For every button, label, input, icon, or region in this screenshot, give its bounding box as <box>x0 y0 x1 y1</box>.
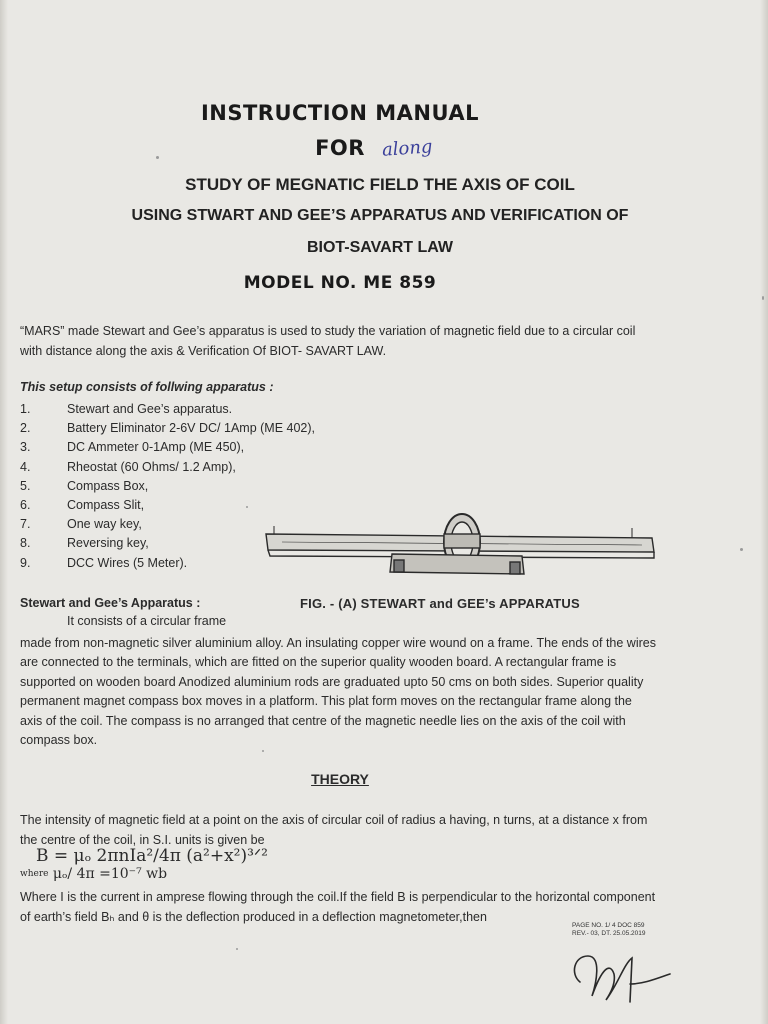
theory-continuation <box>20 888 660 927</box>
biot-savart-formula: B = μₒ 2πnIa²/4π (a²+x²)³ᐟ² <box>36 846 268 866</box>
subtitle-line-1: STUDY OF MEGNATIC FIELD THE AXIS OF COIL <box>185 175 575 194</box>
list-item-number: 9. <box>20 555 31 570</box>
intro-line-2: with distance along the axis & Verification Of BIOT- SAVART LAW. <box>20 343 387 358</box>
subtitle-line-3: BIOT-SAVART LAW <box>306 239 454 256</box>
theory-line-3: Where I is the current in amprese flowing through the coil.If the field B is perpendicular to the horizontal component <box>20 890 656 904</box>
stewart-line-4: permanent magnet compass box moves in a platform. This plat form moves on the rectangular frame along the <box>20 694 632 709</box>
list-item-text: Stewart and Gee’s apparatus. <box>67 402 233 416</box>
list-item <box>20 458 315 477</box>
list-item-text: Compass Slit, <box>67 498 145 513</box>
list-item-number: 8. <box>20 536 31 551</box>
scan-speck <box>762 296 764 300</box>
model-number: MODEL NO. ME 859 <box>243 273 437 293</box>
handwritten-signature <box>566 944 676 1014</box>
handwritten-annotation: along <box>381 136 434 161</box>
list-item-number: 7. <box>20 517 31 532</box>
document-reference <box>572 922 645 938</box>
theory-line-2: the centre of the coil, in S.I. units is given be <box>20 832 265 847</box>
stewart-line-2: are connected to the terminals, which are fitted on the superior quality wooden board. A rectangular frame is <box>20 655 617 670</box>
list-item <box>20 477 315 496</box>
intro-paragraph <box>20 322 670 361</box>
stewart-line-6: compass box. <box>20 733 98 748</box>
figure-caption: FIG. - (A) STEWART and GEE’s APPARATUS <box>300 596 580 611</box>
list-item-text: One way key, <box>67 517 142 532</box>
list-item-text: Reversing key, <box>67 536 149 551</box>
list-item-number: 4. <box>20 459 31 474</box>
stewart-line-1: made from non-magnetic silver aluminium alloy. An insulating copper wire wound on a frame. The ends of the wires <box>20 636 656 650</box>
list-item <box>20 419 315 438</box>
list-item <box>20 400 315 419</box>
stewart-first-line: It consists of a circular frame <box>67 614 227 628</box>
stewart-heading: Stewart and Gee’s Apparatus : <box>20 596 201 610</box>
list-item-number: 3. <box>20 440 31 455</box>
revision-date: REV.- 03, DT. 25.05.2019 <box>572 930 646 937</box>
list-item-text: Compass Box, <box>67 478 149 493</box>
scan-speck <box>740 548 743 551</box>
stewart-line-3: supported on wooden board Anodized aluminium rods are graduated upto 50 cms on both sides. Superior quality <box>20 674 644 689</box>
list-item-text: DCC Wires (5 Meter). <box>67 555 188 570</box>
theory-line-1: The intensity of magnetic field at a point on the axis of circular coil of radius a having, n turns, at a distance x from <box>20 813 648 827</box>
theory-intro <box>20 811 660 850</box>
list-item-number: 2. <box>20 421 31 436</box>
list-item-text: DC Ammeter 0-1Amp (ME 450), <box>67 440 245 455</box>
theory-line-4: of earth’s field Bₕ and θ is the deflection produced in a deflection magnetometer,then <box>20 909 487 924</box>
manual-title: INSTRUCTION MANUAL <box>200 101 480 125</box>
list-item-number: 5. <box>20 478 31 493</box>
intro-line-1: “MARS” made Stewart and Gee’s apparatus is used to study the variation of magnetic field due to a circular coil <box>20 324 636 338</box>
stewart-description <box>20 634 660 750</box>
scan-speck <box>236 948 238 950</box>
formula-where-label: where <box>20 869 49 879</box>
list-item <box>20 438 315 457</box>
formula-where <box>20 866 167 882</box>
scan-speck <box>156 156 159 159</box>
list-item-text: Battery Eliminator 2-6V DC/ 1Amp (ME 402), <box>67 421 315 436</box>
list-item-text: Rheostat (60 Ohms/ 1.2 Amp), <box>67 459 236 474</box>
page-number: PAGE NO. 1/ 4 DOC 859 <box>572 922 645 929</box>
stewart-gee-apparatus-illustration <box>262 512 662 592</box>
scan-speck <box>262 750 264 752</box>
apparatus-heading: This setup consists of follwing apparatus : <box>20 380 274 394</box>
scan-speck <box>246 506 248 508</box>
scan-edge-right <box>760 0 768 1024</box>
list-item-number: 1. <box>20 402 31 416</box>
subtitle-line-2: USING STWART AND GEE’S APPARATUS AND VERIFICATION OF <box>131 207 629 224</box>
stewart-line-5: axis of the coil. The compass is no arranged that centre of the magnetic needle lies on the axis of the coil with <box>20 713 626 728</box>
formula-constant: μₒ/ 4π =10⁻⁷ wb <box>52 866 168 882</box>
theory-heading: THEORY <box>311 771 369 787</box>
manual-title-for: FOR <box>315 136 365 160</box>
list-item-number: 6. <box>20 498 31 513</box>
